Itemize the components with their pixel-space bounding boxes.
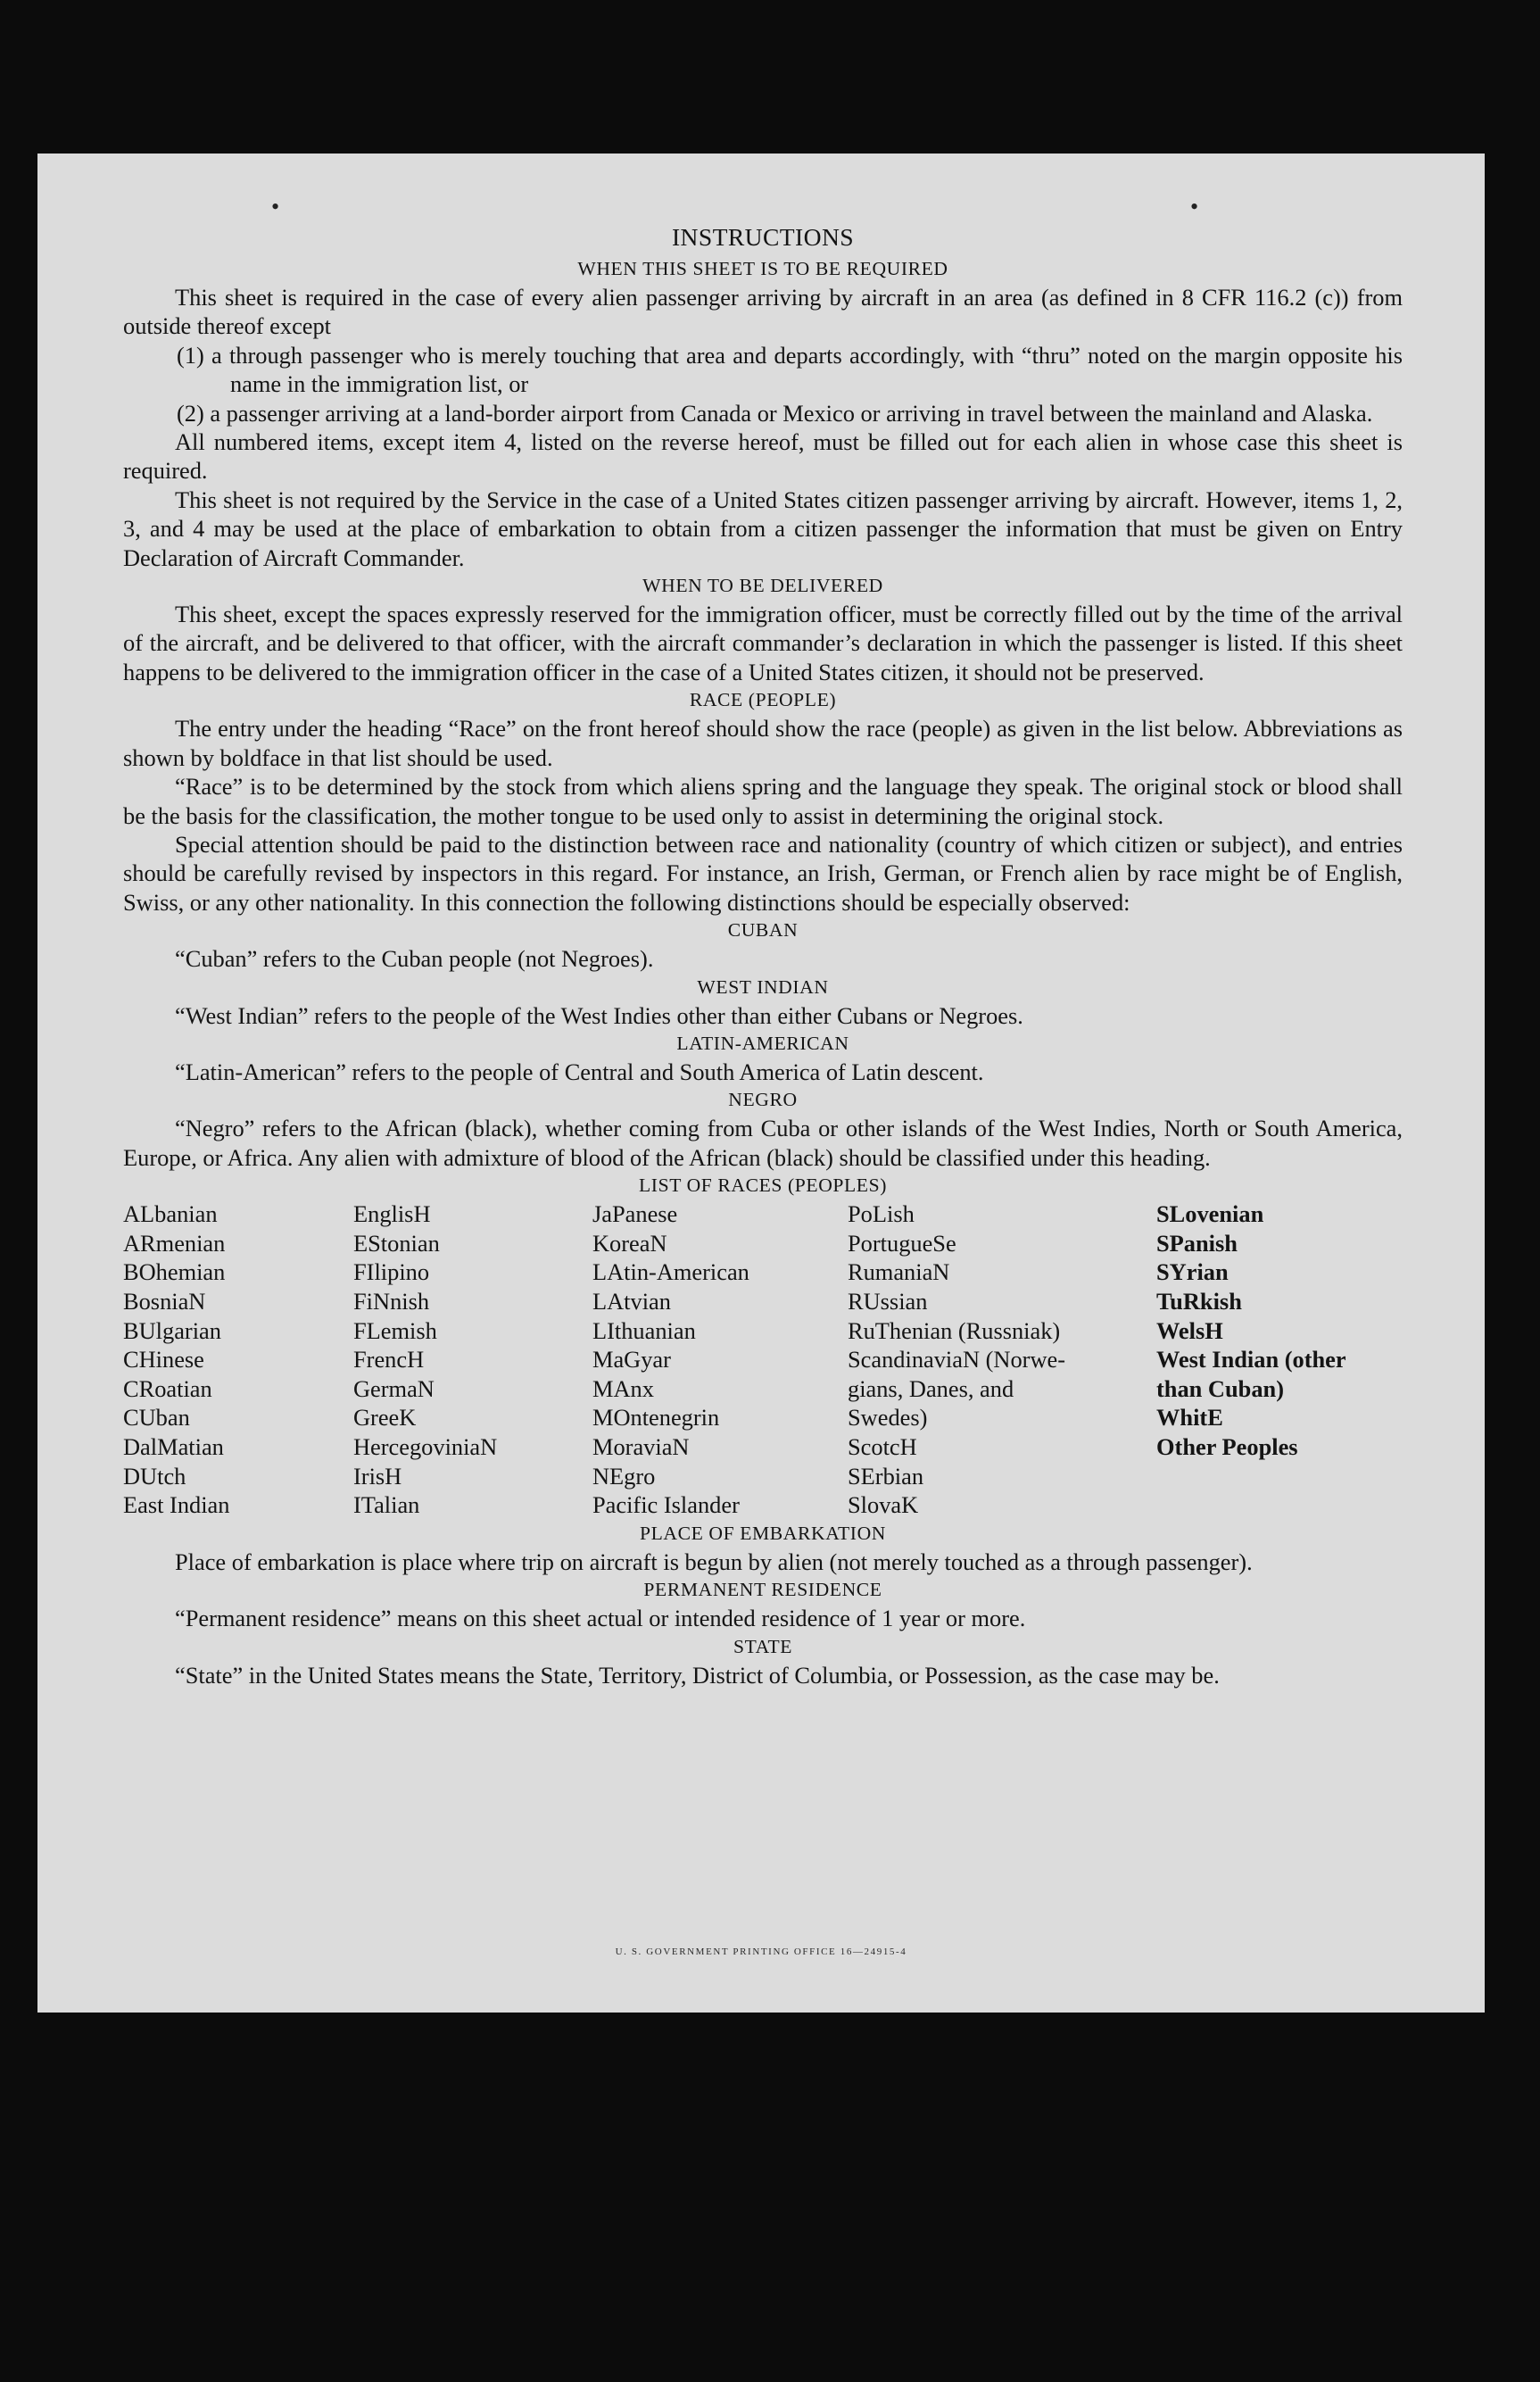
race-entry: than Cuban) [1156, 1374, 1285, 1402]
race-entry: NEgro [592, 1462, 656, 1490]
race-entry: WelsH [1156, 1316, 1223, 1344]
race-entry: SErbian [848, 1462, 924, 1490]
page-title: INSTRUCTIONS [671, 223, 855, 251]
heading-west-indian: WEST INDIAN [697, 975, 829, 998]
heading-list-of-races: LIST OF RACES (PEOPLES) [639, 1174, 887, 1197]
heading-negro: NEGRO [728, 1089, 798, 1111]
race-entry: East Indian [123, 1491, 230, 1519]
race-entry: FiNnish [353, 1287, 430, 1315]
race-entry: EnglisH [353, 1200, 431, 1228]
race-entry: FLemish [353, 1316, 437, 1344]
paragraph-state: “State” in the United States means the State, Territory, District of Columbia, or Possession, as the case may be. [175, 1661, 1220, 1689]
races-column-4 [848, 1199, 1110, 1520]
races-column-5 [1110, 1199, 1394, 1520]
race-entry: RUssian [848, 1287, 928, 1315]
race-entry: MAnx [592, 1374, 654, 1402]
race-entry: WhitE [1156, 1404, 1223, 1432]
race-entry: GermaN [353, 1374, 435, 1402]
race-entry: ALbanian [123, 1200, 218, 1228]
race-entry: HercegoviniaN [353, 1432, 498, 1460]
race-entry: Swedes) [848, 1404, 928, 1432]
paragraph-embarkation: Place of embarkation is place where trip on aircraft is begun by alien (not merely touched as a through passenger). [175, 1548, 1253, 1575]
race-entry: MoraviaN [592, 1432, 690, 1460]
race-entry: gians, Danes, and [848, 1374, 1014, 1402]
definition-latin-american: “Latin-American” refers to the people of Central and South America of Latin descent. [175, 1058, 984, 1085]
race-entry: CRoatian [123, 1374, 212, 1402]
race-entry: RuThenian (Russniak) [848, 1316, 1061, 1344]
race-entry: MOntenegrin [592, 1404, 720, 1432]
heading-state: STATE [733, 1635, 793, 1657]
race-entry: DalMatian [123, 1432, 224, 1460]
race-entry: KoreaN [592, 1229, 667, 1257]
scan-speck: • [1190, 194, 1199, 220]
race-entry: GreeK [353, 1404, 417, 1432]
paragraph-race-2: “Race” is to be determined by the stock from which aliens spring and the language they speak. The original stock or blood shall be the basis for the classification, the mother tongue to be used only to assist in determining the original stock. [123, 773, 1403, 829]
race-entry: IrisH [353, 1462, 402, 1490]
heading-permanent-residence: PERMANENT RESIDENCE [643, 1579, 882, 1601]
race-entry: BosniaN [123, 1287, 206, 1315]
paragraph-race-3: Special attention should be paid to the distinction between race and nationality (country of which citizen or subject), and entries should be carefully revised by inspectors in this regard. For instance, an Irish, German, or French alien by race might be of English, Swiss, or any other nationality. In this connection the following distinctions should be especially observed: [123, 830, 1403, 916]
race-entry: BUlgarian [123, 1316, 221, 1344]
race-entry: PortugueSe [848, 1229, 956, 1257]
paragraph-numbered-items: All numbered items, except item 4, listed on the reverse hereof, must be filled out for each alien in whose case this sheet is required. [123, 428, 1403, 485]
race-entry: JaPanese [592, 1200, 678, 1228]
race-entry: SlovaK [848, 1491, 919, 1519]
race-entry: SLovenian [1156, 1200, 1264, 1228]
printing-office-imprint: U. S. GOVERNMENT PRINTING OFFICE 16—24915-4 [615, 1946, 907, 1957]
heading-cuban: CUBAN [727, 919, 799, 942]
race-entry: LAtvian [592, 1287, 671, 1315]
race-entry: Pacific Islander [592, 1491, 740, 1519]
list-item-1: (1) a through passenger who is merely touching that area and departs accordingly, with “thru” noted on the margin opposite his name in the immigration list, or [177, 341, 1403, 398]
races-column-1 [123, 1199, 353, 1520]
definition-west-indian: “West Indian” refers to the people of the West Indies other than either Cubans or Negroes. [175, 1001, 1023, 1029]
race-entry: MaGyar [592, 1346, 671, 1374]
paragraph-race-1: The entry under the heading “Race” on the front hereof should show the race (people) as given in the list below. Abbreviations as shown by boldface in that list should be used. [123, 715, 1403, 771]
heading-when-required: WHEN THIS SHEET IS TO BE REQUIRED [577, 258, 948, 279]
race-entry: CHinese [123, 1346, 204, 1374]
race-entry: SYrian [1156, 1258, 1229, 1286]
race-entry: LIthuanian [592, 1316, 696, 1344]
race-entry: Other Peoples [1156, 1432, 1298, 1460]
heading-when-delivered: WHEN TO BE DELIVERED [642, 575, 883, 597]
list-item-2: (2) a passenger arriving at a land-border airport from Canada or Mexico or arriving in travel between the mainland and Alaska. [177, 399, 1373, 427]
race-entry: ScotcH [848, 1432, 917, 1460]
paragraph-citizen: This sheet is not required by the Service in the case of a United States citizen passenger arriving by aircraft. However, items 1, 2, 3, and 4 may be used at the place of embarkation to obtain from a citizen passenger the information that must be given on Entry Declaration of Aircraft Commander. [123, 486, 1403, 571]
race-entry: LAtin-American [592, 1258, 749, 1286]
race-entry: West Indian (other [1156, 1346, 1346, 1374]
race-entry: ARmenian [123, 1229, 226, 1257]
race-entry: CUban [123, 1404, 190, 1432]
race-entry: ScandinaviaN (Norwe- [848, 1346, 1066, 1374]
race-entry: DUtch [123, 1462, 186, 1490]
paragraph-residence: “Permanent residence” means on this sheet actual or intended residence of 1 year or more. [175, 1605, 1026, 1632]
definition-negro: “Negro” refers to the African (black), whether coming from Cuba or other islands of the West Indies, North or South America, Europe, or Africa. Any alien with admixture of blood of the African (black) should be classified under this heading. [123, 1115, 1403, 1171]
race-entry: RumaniaN [848, 1258, 950, 1286]
race-entry: FrencH [353, 1346, 425, 1374]
races-column-2 [353, 1199, 592, 1520]
race-entry: SPanish [1156, 1229, 1238, 1257]
race-entry: TuRkish [1156, 1287, 1242, 1315]
definition-cuban: “Cuban” refers to the Cuban people (not Negroes). [175, 945, 654, 973]
instruction-sheet [37, 154, 1485, 2013]
heading-latin-american: LATIN-AMERICAN [676, 1032, 849, 1054]
race-entry: FIlipino [353, 1258, 430, 1286]
race-entry: ITalian [353, 1491, 420, 1519]
races-column-3 [592, 1199, 848, 1520]
paragraph-delivery: This sheet, except the spaces expressly reserved for the immigration officer, must be correctly filled out by the time of the arrival of the aircraft, and be delivered to that officer, with the aircraft commander’s declaration in which the passenger is listed. If this sheet happens to be delivered to the immigration officer in the case of a United States citizen, it should not be preserved. [123, 601, 1403, 685]
race-entry: EStonian [353, 1229, 440, 1257]
paragraph-intro: This sheet is required in the case of every alien passenger arriving by aircraft in an area (as defined in 8 CFR 116.2 (c)) from outside thereof except [123, 284, 1403, 340]
heading-race: RACE (PEOPLE) [689, 689, 837, 711]
race-entry: BOhemian [123, 1258, 226, 1286]
races-table [123, 1199, 1403, 1520]
scan-speck: • [271, 194, 280, 220]
heading-embarkation: PLACE OF EMBARKATION [640, 1522, 886, 1544]
race-entry: PoLish [848, 1200, 915, 1228]
